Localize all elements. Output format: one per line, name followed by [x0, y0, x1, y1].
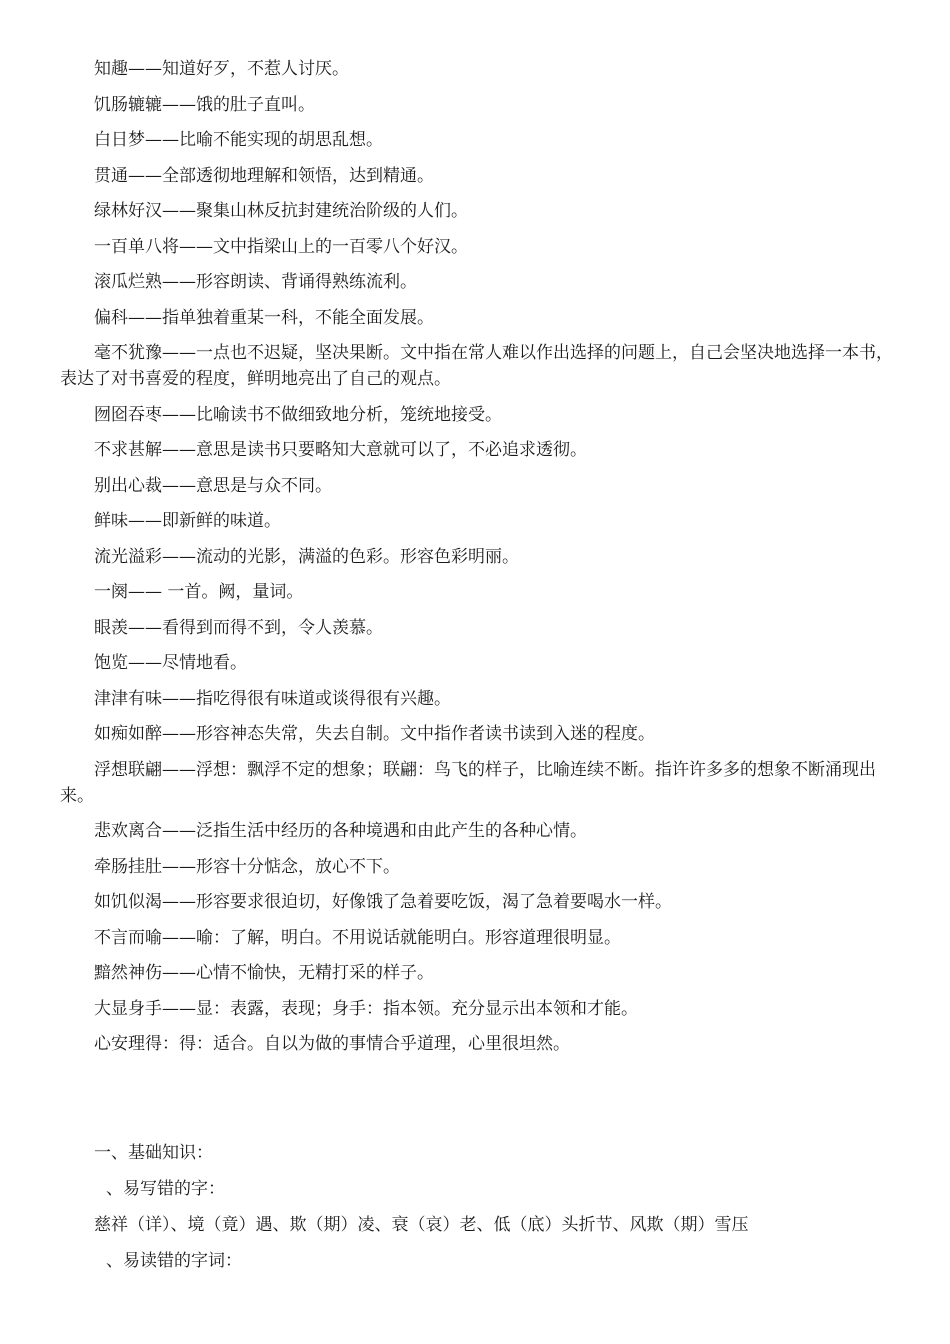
vocab-entry: 眼羡——看得到而得不到，令人羡慕。	[94, 617, 383, 638]
vocab-entry: 毫不犹豫——一点也不迟疑，坚决果断。文中指在常人难以作出选择的问题上，自己会坚决地选择一本书，表达了对书喜爱的程度，鲜明地亮出了自己的观点。	[60, 343, 893, 389]
vocab-entry: 流光溢彩——流动的光影，满溢的色彩。形容色彩明丽。	[94, 546, 519, 567]
vocab-entry: 心安理得：得：适合。自以为做的事情合乎道理，心里很坦然。	[94, 1034, 570, 1054]
section-heading: 一、基础知识：	[94, 1143, 213, 1163]
vocab-entry: 饱览——尽情地看。	[94, 653, 247, 673]
vocab-entry: 知趣——知道好歹，不惹人讨厌。	[94, 59, 349, 79]
vocabulary-list	[60, 56, 900, 1067]
vocab-entry: 悲欢离合——泛指生活中经历的各种境遇和由此产生的各种心情。	[94, 821, 587, 841]
vocab-entry: 贯通——全部透彻地理解和领悟，达到精通。	[94, 165, 434, 186]
vocab-entry: 一百单八将——文中指梁山上的一百零八个好汉。	[94, 236, 468, 257]
vocab-entry: 别出心裁——意思是与众不同。	[94, 475, 332, 496]
vocab-entry: 不言而喻——喻：了解，明白。不用说话就能明白。形容道理很明显。	[94, 927, 621, 948]
vocab-entry: 大显身手——显：表露，表现；身手：指本领。充分显示出本领和才能。	[94, 998, 638, 1019]
vocab-entry: 偏科——指单独着重某一科，不能全面发展。	[94, 307, 434, 328]
vocab-entry: 滚瓜烂熟——形容朗读、背诵得熟练流利。	[94, 272, 417, 292]
basic-knowledge-section	[60, 1140, 900, 1284]
subheading-miswritten-characters: 、易写错的字：	[106, 1179, 225, 1199]
vocab-entry: 饥肠辘辘——饿的肚子直叫。	[94, 94, 315, 115]
vocab-entry: 不求甚解——意思是读书只要略知大意就可以了，不必追求透彻。	[94, 440, 587, 460]
vocab-entry: 白日梦——比喻不能实现的胡思乱想。	[94, 130, 383, 150]
vocab-entry: 津津有味——指吃得很有味道或谈得很有兴趣。	[94, 688, 451, 709]
vocab-entry: 鲜味——即新鲜的味道。	[94, 511, 281, 531]
vocab-entry: 绿林好汉——聚集山林反抗封建统治阶级的人们。	[94, 201, 468, 221]
subheading-mispronounced-words: 、易读错的字词：	[106, 1251, 242, 1271]
vocab-entry: 一阕—— 一首。阙，量词。	[94, 582, 304, 602]
vocab-entry: 囫囵吞枣——比喻读书不做细致地分析，笼统地接受。	[94, 404, 502, 425]
miswritten-characters-line: 慈祥（详）、境（竟）遇、欺（期）凌、衰（哀）老、低（底）头折节、风欺（期）雪压	[94, 1215, 749, 1235]
vocab-entry: 黯然神伤——心情不愉快，无精打采的样子。	[94, 963, 434, 983]
vocab-entry: 如饥似渴——形容要求很迫切，好像饿了急着要吃饭，渴了急着要喝水一样。	[94, 892, 672, 912]
vocab-entry: 浮想联翩——浮想：飘浮不定的想象；联翩：鸟飞的样子，比喻连续不断。指许许多多的想象不断涌现出来。	[60, 759, 876, 806]
vocab-entry: 牵肠挂肚——形容十分惦念，放心不下。	[94, 856, 400, 877]
vocab-entry: 如痴如醉——形容神态失常，失去自制。文中指作者读书读到入迷的程度。	[94, 724, 655, 744]
